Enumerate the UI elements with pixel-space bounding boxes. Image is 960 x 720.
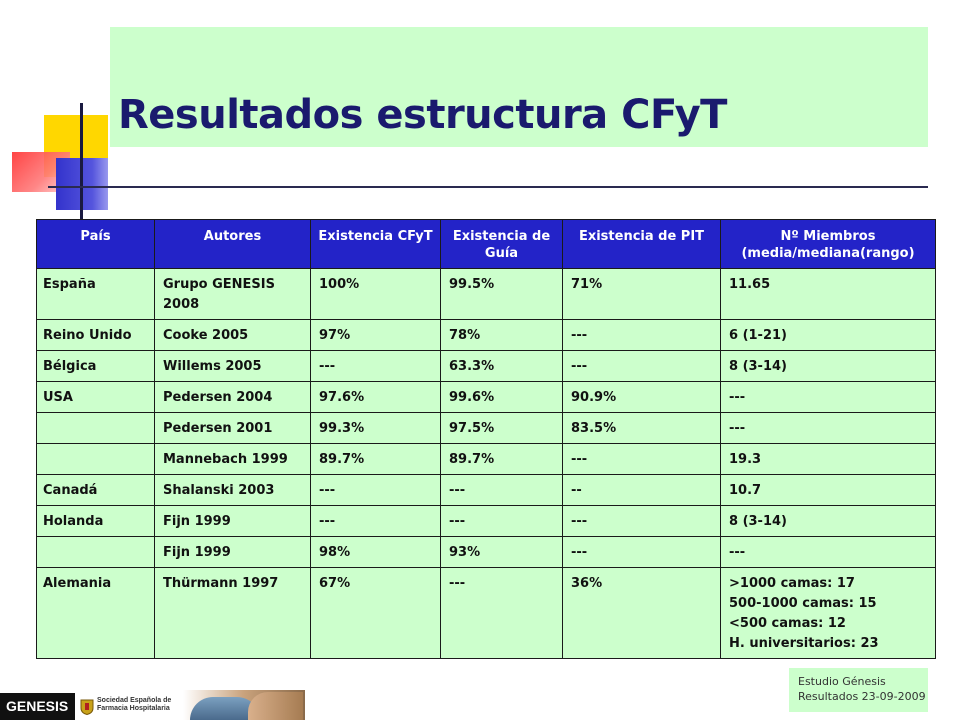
society-seal-icon [80,699,94,715]
cell-pais: Reino Unido [37,320,155,351]
society-name-line1: Sociedad Española de [97,697,172,704]
cell-miembros: --- [721,537,936,568]
cell-cfyt: 100% [311,269,441,320]
cell-pit: 90.9% [563,382,721,413]
cell-pit: --- [563,351,721,382]
results-table [36,219,936,659]
cell-miembros [721,568,936,659]
genesis-logo: GENESIS [0,693,75,720]
cell-miembros: 6 (1-21) [721,320,936,351]
table-row [37,413,936,444]
cell-cfyt: 97.6% [311,382,441,413]
cell-pais [37,444,155,475]
table-header-row [37,220,936,269]
cell-pit: --- [563,320,721,351]
society-name [97,697,177,713]
cell-autores: Pedersen 2001 [155,413,311,444]
miembros-line: H. universitarios: 23 [729,636,879,651]
miembros-line: <500 camas: 12 [729,616,846,631]
table-row [37,444,936,475]
cell-autores: Grupo GENESIS 2008 [155,269,311,320]
cell-pit: 71% [563,269,721,320]
table-row [37,382,936,413]
miembros-line: 500-1000 camas: 15 [729,596,877,611]
cell-guia: 97.5% [441,413,563,444]
society-name-line2: Farmacia Hospitalaria [97,705,170,712]
cell-autores: Willems 2005 [155,351,311,382]
cell-pais: Canadá [37,475,155,506]
cell-autores: Thürmann 1997 [155,568,311,659]
study-note-line1: Estudio Génesis [798,675,886,688]
cell-pit: 83.5% [563,413,721,444]
header-guia: Existencia de Guía [441,220,563,269]
cell-guia: 89.7% [441,444,563,475]
cell-guia: --- [441,568,563,659]
cell-pais: USA [37,382,155,413]
cell-miembros: 19.3 [721,444,936,475]
study-note-line2: Resultados 23-09-2009 [798,690,926,703]
header-pais: País [37,220,155,269]
cell-pit: --- [563,506,721,537]
table-row [37,537,936,568]
cell-miembros: 10.7 [721,475,936,506]
cell-cfyt: 97% [311,320,441,351]
cell-pais: Holanda [37,506,155,537]
header-pit: Existencia de PIT [563,220,721,269]
cell-cfyt: 98% [311,537,441,568]
cell-autores: Fijn 1999 [155,537,311,568]
cell-guia: 63.3% [441,351,563,382]
cell-cfyt: 67% [311,568,441,659]
cell-pit: --- [563,537,721,568]
table-row [37,320,936,351]
cell-guia: --- [441,506,563,537]
table-row [37,506,936,537]
cell-autores: Cooke 2005 [155,320,311,351]
study-note [789,668,928,712]
cell-cfyt: --- [311,506,441,537]
header-cfyt: Existencia CFyT [311,220,441,269]
cell-pit: -- [563,475,721,506]
cell-cfyt: 99.3% [311,413,441,444]
cell-pit: --- [563,444,721,475]
cell-guia: 99.5% [441,269,563,320]
cell-autores: Fijn 1999 [155,506,311,537]
cell-cfyt: 89.7% [311,444,441,475]
cell-miembros: 8 (3-14) [721,351,936,382]
cell-guia: --- [441,475,563,506]
cell-pais [37,537,155,568]
cell-miembros: 8 (3-14) [721,506,936,537]
cell-autores: Shalanski 2003 [155,475,311,506]
slide-title: Resultados estructura CFyT [118,92,727,138]
header-miembros: Nº Miembros (media/mediana(rango) [721,220,936,269]
miembros-line: >1000 camas: 17 [729,576,855,591]
cell-autores: Mannebach 1999 [155,444,311,475]
table-row [37,351,936,382]
cell-guia: 93% [441,537,563,568]
table-row [37,475,936,506]
cell-pais: Bélgica [37,351,155,382]
cell-miembros: --- [721,382,936,413]
cell-autores: Pedersen 2004 [155,382,311,413]
cell-miembros: --- [721,413,936,444]
cell-pais: España [37,269,155,320]
cell-pais [37,413,155,444]
cell-miembros: 11.65 [721,269,936,320]
header-autores: Autores [155,220,311,269]
decor-horizontal-line [48,186,928,188]
table-row [37,269,936,320]
decor-vertical-line [80,103,83,221]
footer-photo-hand [248,692,303,720]
cell-pit: 36% [563,568,721,659]
cell-pais: Alemania [37,568,155,659]
table-row [37,568,936,659]
cell-guia: 99.6% [441,382,563,413]
cell-cfyt: --- [311,475,441,506]
cell-guia: 78% [441,320,563,351]
cell-cfyt: --- [311,351,441,382]
